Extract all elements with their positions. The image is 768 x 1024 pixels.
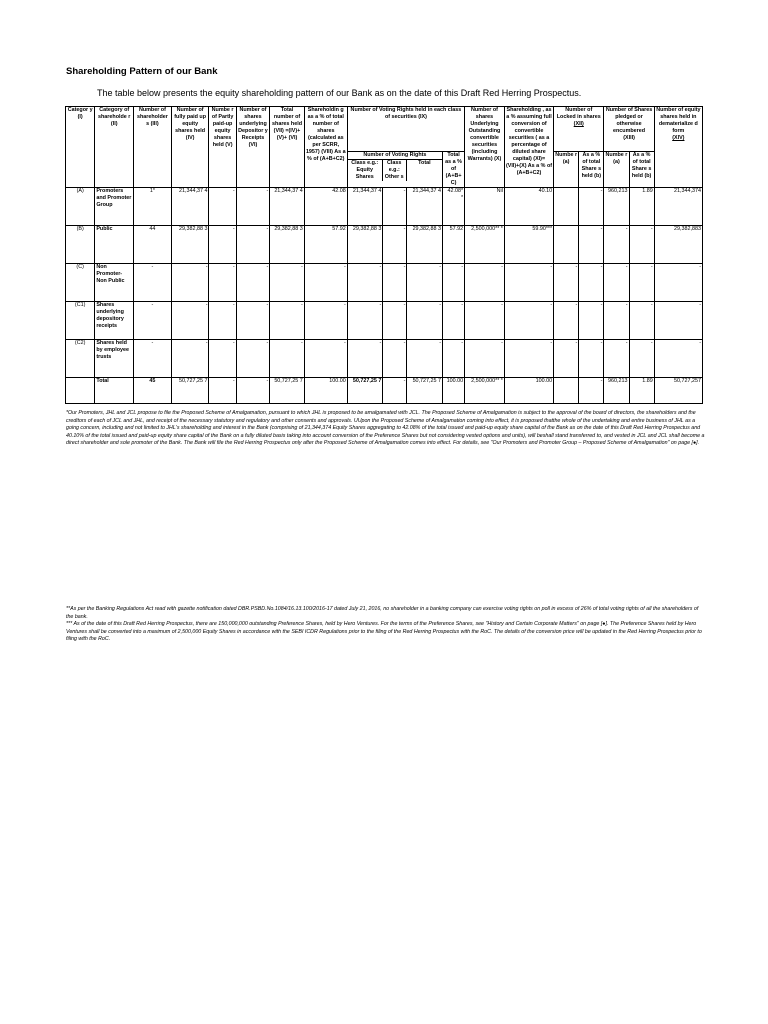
cell-oth: - — [383, 226, 407, 264]
cell-pnum: - — [604, 264, 629, 302]
footnote-2: **As per the Banking Regulations Act read with gazette notification dated DBR.PSBD.No.1084/16.13.100/2016-17 dated July 21, 2016, no shareholder in a banking company can exercise voting rights on poll in excess of 26% of total voting rights of all the shareholders of the bank. — [66, 606, 699, 620]
cell-demat: 21,344,374 — [654, 188, 702, 226]
cell-vrtotal: - — [407, 302, 443, 340]
cell-pnum: 960,213 — [604, 188, 629, 226]
cell-eq: 21,344,37 4 — [347, 188, 383, 226]
total-row — [66, 378, 703, 404]
cell-holders: - — [134, 340, 172, 378]
cell-holders: 44 — [134, 226, 172, 264]
cell-holders: 1* — [134, 188, 172, 226]
cell-vrtotal: 29,382,88 3 — [407, 226, 443, 264]
cell-ppct: - — [629, 302, 654, 340]
header-vr-total: Total — [418, 160, 431, 166]
cell-name: Shares held by employee trusts — [95, 340, 134, 378]
cell-eq: - — [347, 340, 383, 378]
cell-partly: - — [209, 264, 236, 302]
cell-pct: - — [304, 302, 347, 340]
header-demat — [654, 107, 702, 188]
table-body — [66, 188, 703, 404]
cell-fully: - — [171, 264, 209, 302]
header-voting-rights-sub: Number of Voting Rights — [348, 152, 442, 160]
cell-pct: 57.92 — [304, 226, 347, 264]
table-row — [66, 264, 703, 302]
cell-fully: 29,382,88 3 — [171, 226, 209, 264]
cell-partly: - — [209, 226, 236, 264]
cell-pct: - — [304, 264, 347, 302]
cell-diluted: 59.90*** — [504, 226, 553, 264]
cell-holders: - — [134, 302, 172, 340]
cell-partly: - — [209, 340, 236, 378]
cell-demat: 29,382,883 — [654, 226, 702, 264]
header-convertible: Number of shares Underlying Outstanding convertible securities (including Warrants) (X) — [465, 107, 505, 188]
cell-ppct: - — [629, 264, 654, 302]
cell-oth: - — [383, 378, 407, 404]
cell-total: - — [270, 264, 305, 302]
header-fully-paid: Number of fully paid up equity shares held (IV) — [171, 107, 209, 188]
cell-dr: - — [236, 188, 270, 226]
cell-holders: 45 — [134, 378, 172, 404]
cell-partly: - — [209, 378, 236, 404]
header-total-shares: Total number of shares held (VII) =(IV)+(V)+ (VI) — [270, 107, 305, 188]
cell-total: 29,382,88 3 — [270, 226, 305, 264]
header-locked-pct: As a % of total Share s held (b) — [579, 152, 604, 188]
header-pledged-pct: As a % of total Share s held (b) — [629, 152, 654, 188]
cell-cat: (B) — [66, 226, 95, 264]
header-depository: Number of shares underlying Depositor y Receipts (VI) — [236, 107, 270, 188]
cell-diluted: - — [504, 264, 553, 302]
cell-oth: - — [383, 340, 407, 378]
page-title: Shareholding Pattern of our Bank — [66, 66, 218, 77]
table-row — [66, 188, 703, 226]
cell-demat: - — [654, 340, 702, 378]
cell-lpct: - — [579, 226, 604, 264]
cell-lpct: - — [579, 264, 604, 302]
table-row — [66, 226, 703, 264]
header-voting-rights: Number of Voting Rights held in each class of securities (IX) — [347, 107, 464, 152]
cell-conv: Nil — [465, 188, 505, 226]
cell-lpct: - — [579, 188, 604, 226]
cell-vrtotal: - — [407, 264, 443, 302]
cell-pct: - — [304, 340, 347, 378]
cell-pnum: 960,213 — [604, 378, 629, 404]
footnote-1: *Our Promoters, JHL and JCL propose to file the Proposed Scheme of Amalgamation, pursuant to which JHL is proposed to be amalgamated with JCL. The Proposed Scheme of Amalgamation is subject to the approval of the board of directors, the shareholders and the creditors of each of JCL and JHL, and receipt of the necessary statutory and regulatory and other consents and approvals. UUpon the Proposed Scheme of Amalgamation coming into effect, it is proposed thatthe whole of the undertaking and entire business of JHL as a going concern, including and not limited to JHL's shareholding and interest in the Bank (comprising of 21,344,374 Equity Shares aggregating to 42.08% of the total issued and paid-up equity share capital of the Bank as on the date of this Draft Red Herring Prospectus and 40.10% of the total issued and paid-up equity share capital of the Bank on a fully diluted basis taking into account conversion of the Preference Shares but not considering vested options and units), will beshall stand transferred to, and vested in JCL and JCL shall become a direct shareholder and sole promoter of the Bank. The Bank will file the Red Herring Prospectus only after the Proposed Scheme of Amalgamation comes into effect. For details, see "Our Promoters and Promoter Group – Proposed Scheme of Amalgamation" on page [●]. — [66, 410, 705, 447]
shareholding-table — [65, 106, 703, 404]
cell-diluted: - — [504, 340, 553, 378]
cell-lpct: - — [579, 340, 604, 378]
cell-name: Promoters and Promoter Group — [95, 188, 134, 226]
cell-diluted: - — [504, 302, 553, 340]
cell-diluted: 40.10 — [504, 188, 553, 226]
cell-ppct: 1.89 — [629, 378, 654, 404]
cell-cat: (A) — [66, 188, 95, 226]
cell-pnum: - — [604, 226, 629, 264]
cell-fully: - — [171, 340, 209, 378]
cell-dr: - — [236, 226, 270, 264]
header-locked-label: Number of Locked in shares — [556, 107, 601, 120]
table-row — [66, 340, 703, 378]
header-category-shareholder: Category of shareholde r (II) — [95, 107, 134, 188]
cell-vrpct: 42.08* * — [443, 188, 465, 226]
cell-vrtotal: 21,344,37 4 — [407, 188, 443, 226]
footnote-amalgamation — [66, 410, 706, 448]
header-locked-number: Numbe r (a) — [554, 152, 579, 188]
cell-pnum: - — [604, 302, 629, 340]
cell-conv: - — [465, 340, 505, 378]
cell-fully: 21,344,37 4 — [171, 188, 209, 226]
cell-vrpct: - — [443, 340, 465, 378]
cell-dr: - — [236, 378, 270, 404]
cell-conv: 2,500,000** * — [465, 226, 505, 264]
cell-demat: 50,727,257 — [654, 378, 702, 404]
cell-name: Total — [95, 378, 134, 404]
cell-lpct: - — [579, 302, 604, 340]
header-num-shareholders: Number of shareholder s (III) — [134, 107, 172, 188]
cell-lnum: - — [554, 264, 579, 302]
cell-lnum — [554, 226, 579, 264]
cell-lpct: - — [579, 378, 604, 404]
header-locked-num: (XII) — [573, 121, 584, 127]
header-row — [66, 107, 703, 152]
cell-name: Public — [95, 226, 134, 264]
cell-eq: - — [347, 264, 383, 302]
cell-eq: 29,382,88 3 — [347, 226, 383, 264]
cell-demat: - — [654, 264, 702, 302]
cell-vrpct: - — [443, 302, 465, 340]
cell-diluted: 100.00 — [504, 378, 553, 404]
cell-demat: - — [654, 302, 702, 340]
cell-dr: - — [236, 302, 270, 340]
cell-conv: 2,500,000** * — [465, 378, 505, 404]
cell-name: Shares underlying depository receipts — [95, 302, 134, 340]
cell-fully: - — [171, 302, 209, 340]
cell-pct: 42.08 — [304, 188, 347, 226]
cell-vrpct: - — [443, 264, 465, 302]
cell-vrtotal: - — [407, 340, 443, 378]
cell-ppct: - — [629, 340, 654, 378]
cell-vrpct: 100.00 — [443, 378, 465, 404]
cell-dr: - — [236, 340, 270, 378]
cell-oth: - — [383, 264, 407, 302]
cell-ppct: - — [629, 226, 654, 264]
cell-fully: 50,727,25 7 — [171, 378, 209, 404]
footnotes-bottom — [66, 606, 706, 644]
header-locked — [554, 107, 604, 152]
cell-vrpct: 57.92 — [443, 226, 465, 264]
cell-lnum: - — [554, 340, 579, 378]
cell-cat: (C) — [66, 264, 95, 302]
cell-vrtotal: 50,727,25 7 — [407, 378, 443, 404]
cell-ppct: 1.89 — [629, 188, 654, 226]
header-demat-label: Number of equity shares held in dematerialize d form — [656, 107, 701, 134]
footnote-3: *** As of the date of this Draft Red Herring Prospectus, there are 150,000,000 outstanding Preference Shares, held by Hero Ventures. For the terms of the Preference Shares, see "History and Certain Corporate Matters" on page [●]. The Preference Shares held by Hero Ventures shall be converted into a maximum of 2,500,000 Equity Shares in accordance with the SEBI ICDR Regulations prior to the filing of the Red Herring Prospectus with the RoC. The details of the conversion price will be updated in the Red Herring Prospectus prior to filing with the RoC. — [66, 621, 702, 643]
cell-total: - — [270, 340, 305, 378]
cell-lnum — [554, 378, 579, 404]
intro-text: The table below presents the equity shareholding pattern of our Bank as on the date of this Draft Red Herring Prospectus. — [97, 88, 582, 98]
cell-oth: - — [383, 188, 407, 226]
header-category: Categor y (I) — [66, 107, 95, 188]
header-pledged-number: Numbe r (a) — [604, 152, 629, 188]
cell-cat: (C2) — [66, 340, 95, 378]
header-demat-num: (XIV) — [672, 135, 685, 141]
cell-cat: (C1) — [66, 302, 95, 340]
header-pledged-label: Number of Shares pledged or otherwise encumbered — [605, 107, 653, 134]
header-vr-pct: Total as a % of (A+B+ C) — [443, 152, 465, 188]
table-row — [66, 302, 703, 340]
cell-dr: - — [236, 264, 270, 302]
cell-cat — [66, 378, 95, 404]
header-pledged — [604, 107, 654, 152]
cell-oth: - — [383, 302, 407, 340]
header-diluted: Shareholding , as a % assuming full conversion of convertible securities ( as a percentage of diluted share capital) (XI)= (VII)+(X) As a % of (A+B+C2) — [504, 107, 553, 188]
cell-total: 50,727,25 7 — [270, 378, 305, 404]
header-pledged-num: (XIII) — [623, 135, 635, 141]
cell-lnum — [554, 188, 579, 226]
header-class-x: Class e.g.: Equity Shares — [348, 160, 383, 181]
cell-eq: - — [347, 302, 383, 340]
cell-name: Non Promoter-Non Public — [95, 264, 134, 302]
cell-holders: - — [134, 264, 172, 302]
cell-lnum: - — [554, 302, 579, 340]
header-class-y: Class e.g.: Other s — [383, 160, 407, 181]
cell-partly: - — [209, 302, 236, 340]
cell-total: 21,344,37 4 — [270, 188, 305, 226]
cell-pct: 100.00 — [304, 378, 347, 404]
cell-total: - — [270, 302, 305, 340]
cell-pnum: - — [604, 340, 629, 378]
cell-conv: - — [465, 302, 505, 340]
cell-eq: 50,727,25 7 — [347, 378, 383, 404]
cell-partly: - — [209, 188, 236, 226]
header-partly-paid: Numbe r of Partly paid-up equity shares held (V) — [209, 107, 236, 188]
cell-conv: - — [465, 264, 505, 302]
header-shareholding-pct: Shareholdin g as a % of total number of shares (calculated as per SCRR, 1957) (VIII) As a % of (A+B+C2) — [304, 107, 347, 188]
